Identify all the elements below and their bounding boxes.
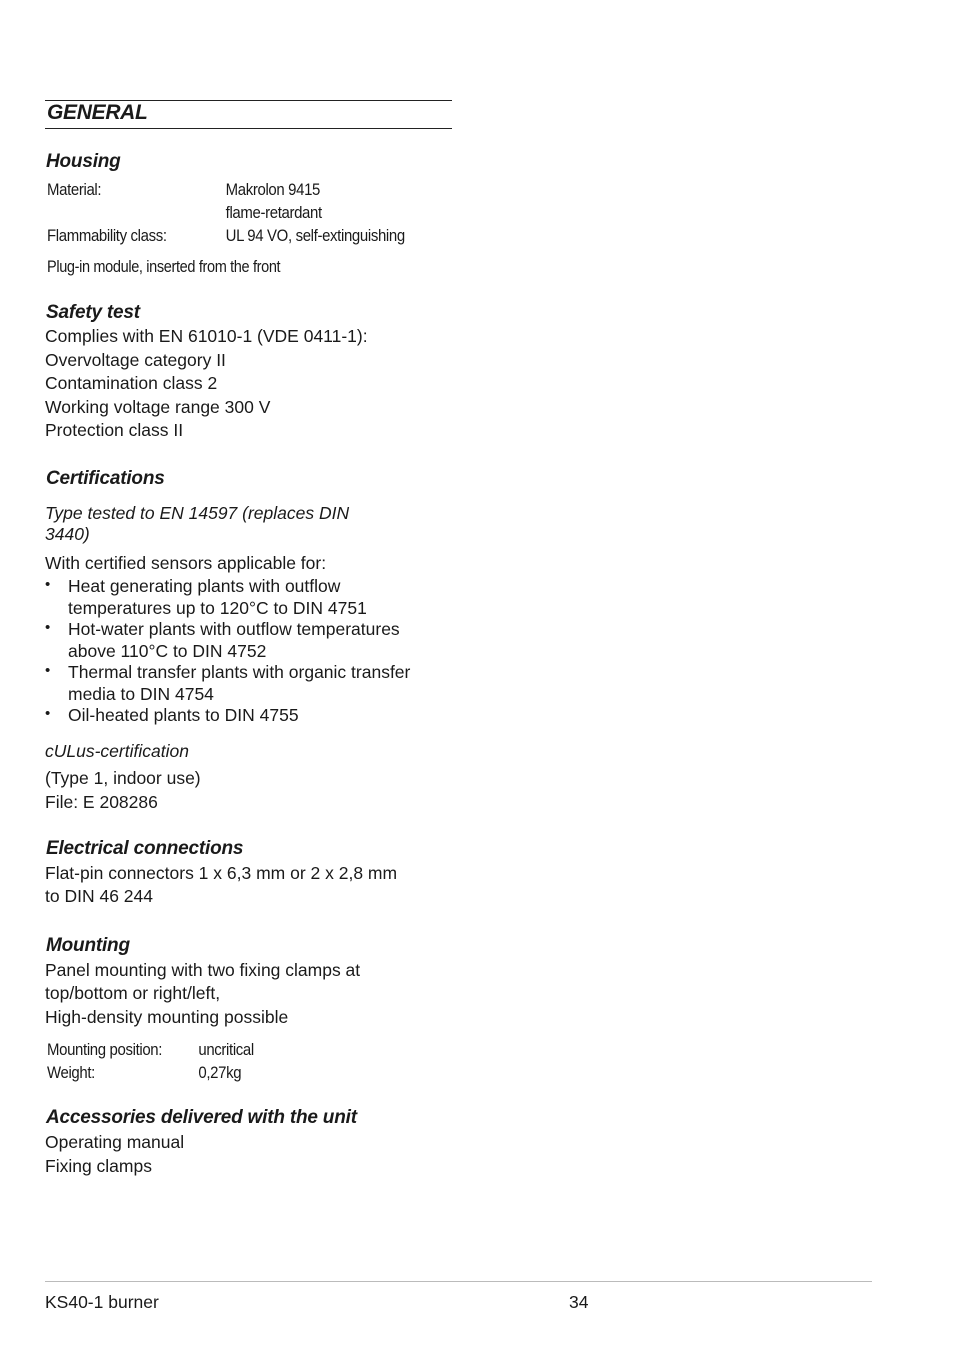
- safety-line-4: Working voltage range 300 V: [45, 397, 271, 417]
- list-item: [45, 662, 455, 705]
- list-item-line-1: Heat generating plants with outflow: [68, 576, 341, 596]
- title-rule-bottom: [45, 128, 452, 129]
- list-item: [45, 576, 455, 619]
- flammability-label: Flammability class:: [47, 226, 167, 245]
- safety-line-3: Contamination class 2: [45, 373, 218, 393]
- electrical-heading: Electrical connections: [46, 838, 244, 859]
- accessories-line-1: Operating manual: [45, 1132, 185, 1152]
- mounting-line-3: High-density mounting possible: [45, 1007, 289, 1027]
- type-tested-line-2: 3440): [45, 524, 90, 544]
- material-value-2: flame-retardant: [225, 203, 322, 222]
- safety-heading: Safety test: [46, 302, 140, 323]
- weight-label: Weight:: [47, 1063, 95, 1082]
- electrical-line-2: to DIN 46 244: [45, 886, 153, 906]
- safety-line-1: Complies with EN 61010-1 (VDE 0411-1):: [45, 326, 368, 346]
- list-item: [45, 705, 455, 727]
- accessories-heading: Accessories delivered with the unit: [46, 1107, 357, 1128]
- culus-heading: cULus-certification: [45, 741, 189, 761]
- mounting-position-value: uncritical: [198, 1040, 254, 1059]
- culus-line-1: (Type 1, indoor use): [45, 768, 201, 788]
- accessories-line-2: Fixing clamps: [45, 1156, 152, 1176]
- mounting-line-1: Panel mounting with two fixing clamps at: [45, 960, 361, 980]
- footer-product-name: KS40-1 burner: [45, 1292, 159, 1312]
- list-item-line-2: above 110°C to DIN 4752: [68, 640, 267, 661]
- list-item: [45, 619, 455, 662]
- safety-line-2: Overvoltage category II: [45, 350, 226, 370]
- footer-rule: [45, 1281, 872, 1282]
- certified-sensors-intro: With certified sensors applicable for:: [45, 553, 327, 573]
- section-title: GENERAL: [47, 101, 148, 124]
- type-tested-line-1: Type tested to EN 14597 (replaces DIN: [45, 503, 350, 523]
- mounting-line-2: top/bottom or right/left,: [45, 983, 221, 1003]
- mounting-heading: Mounting: [46, 935, 130, 956]
- safety-line-5: Protection class II: [45, 420, 184, 440]
- list-item-line-1: Hot-water plants with outflow temperatures: [68, 619, 400, 639]
- material-value-1: Makrolon 9415: [225, 180, 321, 199]
- applications-list: [45, 576, 455, 727]
- list-item-line-2: media to DIN 4754: [68, 683, 214, 704]
- housing-note: Plug-in module, inserted from the front: [47, 258, 281, 276]
- page-number: 34: [569, 1292, 589, 1312]
- material-label: Material:: [47, 180, 102, 199]
- bullet-icon: •: [45, 619, 51, 636]
- mounting-position-label: Mounting position:: [47, 1040, 163, 1059]
- flammability-value: UL 94 VO, self-extinguishing: [225, 226, 405, 245]
- housing-heading: Housing: [46, 151, 121, 172]
- list-item-line-2: temperatures up to 120°C to DIN 4751: [68, 597, 367, 618]
- electrical-line-1: Flat-pin connectors 1 x 6,3 mm or 2 x 2,8 mm: [45, 863, 398, 883]
- culus-line-2: File: E 208286: [45, 792, 158, 812]
- bullet-icon: •: [45, 705, 51, 722]
- bullet-icon: •: [45, 576, 51, 593]
- list-item-line-1: Thermal transfer plants with organic transfer: [68, 662, 411, 682]
- bullet-icon: •: [45, 662, 51, 679]
- certifications-heading: Certifications: [46, 468, 165, 489]
- weight-value: 0,27kg: [198, 1063, 242, 1082]
- list-item-line-1: Oil-heated plants to DIN 4755: [68, 705, 299, 725]
